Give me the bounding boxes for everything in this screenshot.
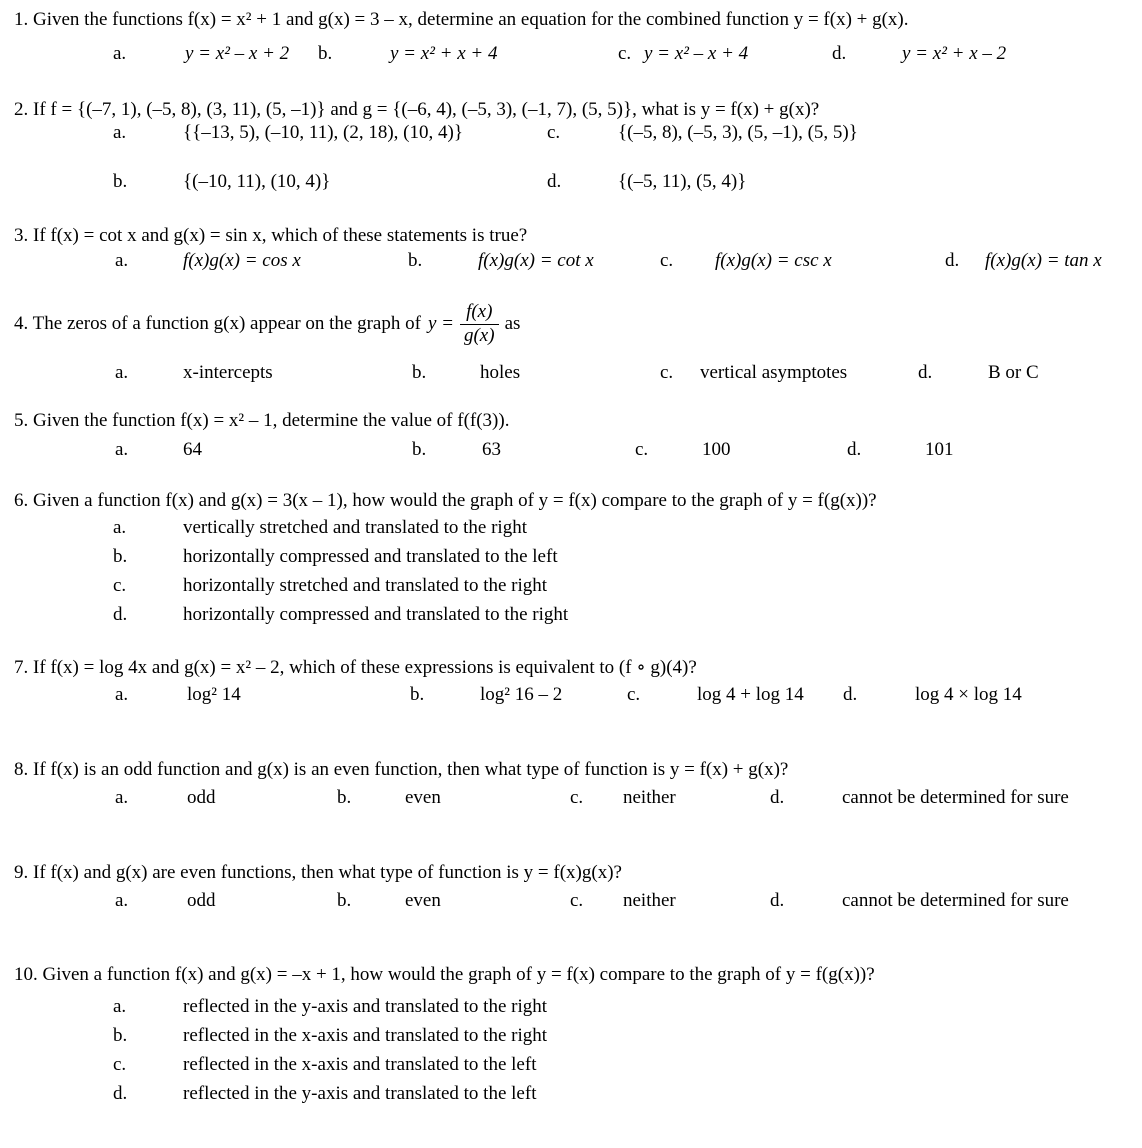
question-3-option-a-letter: a. [115, 250, 129, 271]
question-4-stem-pre: 4. The zeros of a function g(x) appear on the graph of [14, 313, 421, 334]
question-3-option-b-letter: b. [408, 250, 423, 271]
question-10-option-a-text: reflected in the y-axis and translated to the right [183, 996, 548, 1017]
question-6-option-c-text: horizontally stretched and translated to the right [183, 575, 548, 596]
question-5-option-b-text: 63 [482, 439, 501, 460]
question-6-option-b-letter: b. [113, 546, 128, 567]
question-7-option-c-letter: c. [627, 684, 641, 705]
question-4-option-b-letter: b. [412, 362, 427, 383]
question-1-option-a-letter: a. [113, 43, 127, 64]
question-2-options-row-1 [0, 121, 1142, 147]
question-9-option-d-letter: d. [770, 890, 785, 911]
question-9-option-a-letter: a. [115, 890, 129, 911]
question-5-option-b-letter: b. [412, 439, 427, 460]
question-5-option-c-letter: c. [635, 439, 649, 460]
question-10-option-c-row [0, 1053, 1142, 1079]
question-7-option-a-letter: a. [115, 684, 129, 705]
question-4-option-a-letter: a. [115, 362, 129, 383]
question-1-option-c-text: y = x² – x + 4 [644, 43, 749, 64]
question-7-options-row [0, 683, 1142, 709]
question-3-option-c-letter: c. [660, 250, 674, 271]
question-10-option-d-row [0, 1082, 1142, 1108]
question-5-option-a-letter: a. [115, 439, 129, 460]
question-8-option-a-text: odd [187, 787, 216, 808]
question-3-option-b-text: f(x)g(x) = cot x [478, 250, 594, 271]
question-5-option-c-text: 100 [702, 439, 731, 460]
question-10-option-c-letter: c. [113, 1054, 127, 1075]
question-2-option-c-text: {(–5, 8), (–5, 3), (5, –1), (5, 5)} [618, 122, 858, 143]
question-1-option-c-letter: c. [618, 43, 632, 64]
question-10-option-c-text: reflected in the x-axis and translated to the left [183, 1054, 537, 1075]
question-4-option-c-letter: c. [660, 362, 674, 383]
question-1-option-b-text: y = x² + x + 4 [390, 43, 498, 64]
question-3-options-row [0, 249, 1142, 275]
question-2-option-a-letter: a. [113, 122, 127, 143]
question-4-stem-post: as [504, 313, 521, 334]
question-7-option-a-text: log² 14 [187, 684, 241, 705]
question-6-stem: 6. Given a function f(x) and g(x) = 3(x – 1), how would the graph of y = f(x) compare to the graph of y = f(g(x))? [14, 490, 877, 511]
question-1-option-b-letter: b. [318, 43, 333, 64]
question-9-option-b-letter: b. [337, 890, 352, 911]
question-7-stem: 7. If f(x) = log 4x and g(x) = x² – 2, which of these expressions is equivalent to (f ∘ g)(4)? [14, 657, 697, 678]
question-4-options-row [0, 361, 1142, 387]
question-1-stem: 1. Given the functions f(x) = x² + 1 and g(x) = 3 – x, determine an equation for the combined function y = f(x) + g(x). [14, 9, 909, 30]
question-10-option-b-text: reflected in the x-axis and translated to the right [183, 1025, 548, 1046]
question-2-option-d-text: {(–5, 11), (5, 4)} [618, 171, 747, 192]
question-6-option-a-letter: a. [113, 517, 127, 538]
question-5-option-a-text: 64 [183, 439, 202, 460]
question-1-option-d-text: y = x² + x – 2 [902, 43, 1007, 64]
question-2-stem: 2. If f = {(–7, 1), (–5, 8), (3, 11), (5, –1)} and g = {(–6, 4), (–5, 3), (–1, 7), (5, 5)}, what is y = f(x) + g(x)? [14, 99, 820, 120]
question-4-frac-lead: y = [427, 313, 454, 334]
question-1-option-a-text: y = x² – x + 2 [185, 43, 290, 64]
question-6-option-d-row [0, 603, 1142, 629]
question-4-option-d-text: B or C [988, 362, 1039, 383]
question-6-option-b-row [0, 545, 1142, 571]
question-6-option-c-row [0, 574, 1142, 600]
question-8-option-b-text: even [405, 787, 441, 808]
question-9-stem: 9. If f(x) and g(x) are even functions, then what type of function is y = f(x)g(x)? [14, 862, 622, 883]
question-6-option-a-row [0, 516, 1142, 542]
fraction [460, 302, 499, 347]
question-9-option-c-letter: c. [570, 890, 584, 911]
question-3-option-c-text: f(x)g(x) = csc x [715, 250, 832, 271]
fraction-numerator: f(x) [460, 302, 499, 325]
question-6-option-a-text: vertically stretched and translated to the right [183, 517, 527, 538]
question-10-option-b-letter: b. [113, 1025, 128, 1046]
question-7-option-b-text: log² 16 – 2 [480, 684, 563, 705]
question-9-option-a-text: odd [187, 890, 216, 911]
question-8-option-b-letter: b. [337, 787, 352, 808]
question-10-option-a-letter: a. [113, 996, 127, 1017]
question-1-option-d-letter: d. [832, 43, 847, 64]
question-3-stem: 3. If f(x) = cot x and g(x) = sin x, which of these statements is true? [14, 225, 528, 246]
question-2-option-b-letter: b. [113, 171, 128, 192]
question-6-option-b-text: horizontally compressed and translated to the left [183, 546, 558, 567]
question-5-stem: 5. Given the function f(x) = x² – 1, determine the value of f(f(3)). [14, 410, 510, 431]
question-10-option-a-row [0, 995, 1142, 1021]
question-7-option-d-text: log 4 × log 14 [915, 684, 1022, 705]
question-2-option-a-text: {{–13, 5), (–10, 11), (2, 18), (10, 4)} [183, 122, 463, 143]
question-10-option-d-letter: d. [113, 1083, 128, 1104]
question-8-option-c-text: neither [623, 787, 676, 808]
question-4-option-a-text: x-intercepts [183, 362, 273, 383]
question-4-option-b-text: holes [480, 362, 521, 383]
question-3-option-d-text: f(x)g(x) = tan x [985, 250, 1102, 271]
question-7-option-c-text: log 4 + log 14 [697, 684, 804, 705]
question-8-option-c-letter: c. [570, 787, 584, 808]
question-5-option-d-letter: d. [847, 439, 862, 460]
question-6-option-d-letter: d. [113, 604, 128, 625]
question-4-option-c-text: vertical asymptotes [700, 362, 848, 383]
question-4-stem [14, 294, 520, 354]
question-6-option-c-letter: c. [113, 575, 127, 596]
question-8-option-d-letter: d. [770, 787, 785, 808]
question-7-option-b-letter: b. [410, 684, 425, 705]
question-2-option-c-letter: c. [547, 122, 561, 143]
question-5-option-d-text: 101 [925, 439, 954, 460]
question-8-options-row [0, 786, 1142, 812]
question-7-option-d-letter: d. [843, 684, 858, 705]
question-2-option-d-letter: d. [547, 171, 562, 192]
question-1-options-row [0, 42, 1142, 68]
question-6-option-d-text: horizontally compressed and translated to the right [183, 604, 569, 625]
question-3-option-a-text: f(x)g(x) = cos x [183, 250, 301, 271]
question-10-option-b-row [0, 1024, 1142, 1050]
question-9-option-d-text: cannot be determined for sure [842, 890, 1069, 911]
question-9-options-row [0, 889, 1142, 915]
question-10-option-d-text: reflected in the y-axis and translated to the left [183, 1083, 537, 1104]
question-8-stem: 8. If f(x) is an odd function and g(x) is an even function, then what type of function is y = f(x) + g(x)? [14, 759, 789, 780]
question-2-option-b-text: {(–10, 11), (10, 4)} [183, 171, 331, 192]
question-9-option-b-text: even [405, 890, 441, 911]
question-9-option-c-text: neither [623, 890, 676, 911]
question-3-option-d-letter: d. [945, 250, 960, 271]
question-8-option-d-text: cannot be determined for sure [842, 787, 1069, 808]
question-4-option-d-letter: d. [918, 362, 933, 383]
fraction-denominator: g(x) [463, 324, 495, 346]
question-8-option-a-letter: a. [115, 787, 129, 808]
question-10-stem: 10. Given a function f(x) and g(x) = –x + 1, how would the graph of y = f(x) compare to the graph of y = f(g(x))? [14, 964, 875, 985]
question-5-options-row [0, 438, 1142, 464]
question-2-options-row-2 [0, 170, 1142, 196]
